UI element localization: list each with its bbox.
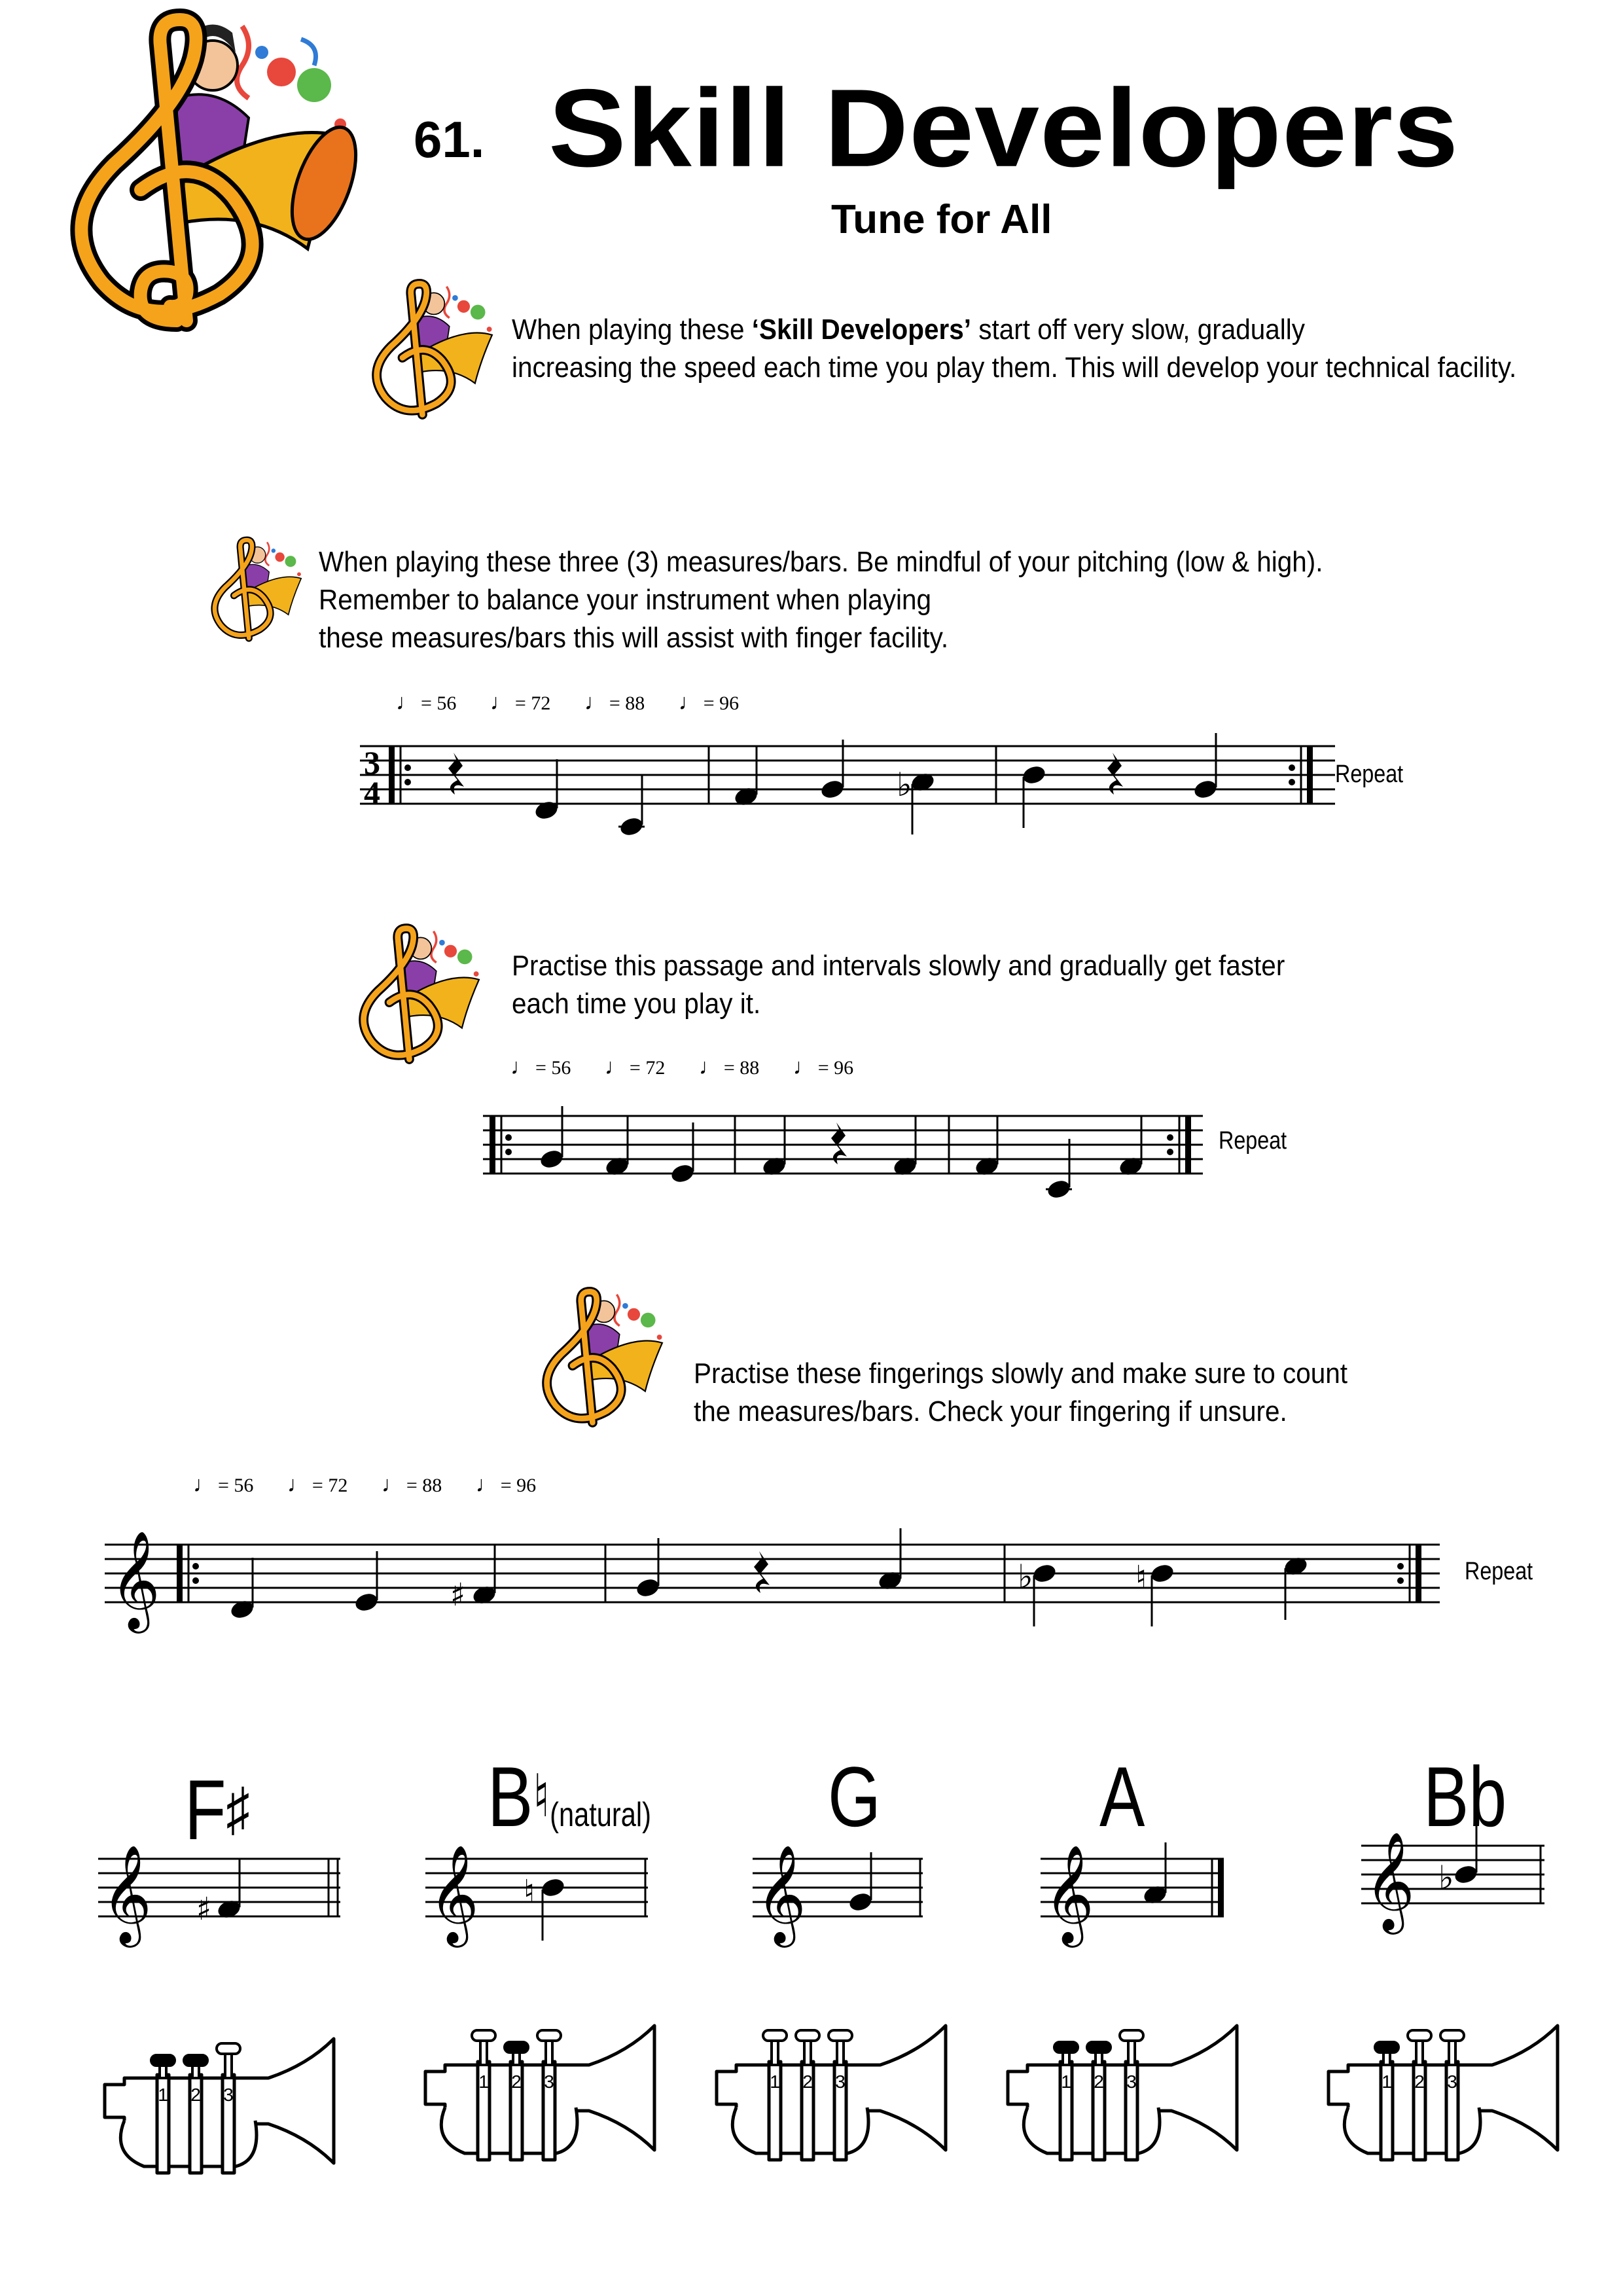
page-title: Skill Developers <box>548 65 1459 190</box>
note <box>1021 764 1047 786</box>
trumpet-fingering-diagram <box>710 2022 959 2173</box>
svg-text:♭: ♭ <box>897 766 912 804</box>
exercise-number: 61. <box>414 111 485 168</box>
valve-number: 2 <box>1414 2072 1425 2092</box>
svg-text:♭: ♭ <box>1018 1558 1033 1596</box>
svg-text:𝄞: 𝄞 <box>1364 1831 1415 1930</box>
valve-pressed <box>1375 2042 1399 2053</box>
valve-number: 2 <box>802 2072 813 2092</box>
tempo-marking: ♩ = 56 <box>396 691 457 715</box>
note <box>539 1148 565 1170</box>
trumpet-fingering-diagram <box>98 2036 347 2186</box>
valve-number: 1 <box>1061 2072 1071 2092</box>
valve-number: 3 <box>544 2072 554 2092</box>
treble-clef-trumpet-icon <box>370 278 501 429</box>
treble-clef-trumpet-icon <box>540 1286 671 1437</box>
tempo-marking: ♩ = 72 <box>490 691 551 715</box>
treble-clef-trumpet-logo-large <box>65 13 366 347</box>
valve-open <box>537 2030 561 2041</box>
valve-number: 3 <box>1126 2072 1137 2092</box>
svg-text:𝄞: 𝄞 <box>756 1844 806 1943</box>
svg-text:𝄞: 𝄞 <box>101 1844 152 1943</box>
repeat-label: Repeat <box>1465 1558 1533 1585</box>
quarter-rest <box>754 1551 770 1593</box>
svg-text:𝄞: 𝄞 <box>429 1844 479 1943</box>
trumpet-fingering-diagram <box>419 2022 668 2173</box>
valve-pressed <box>505 2042 528 2053</box>
valve-open <box>472 2030 495 2041</box>
exercise3-tempo-markings <box>193 1473 565 1498</box>
valve-pressed <box>151 2055 175 2066</box>
valve-number: 1 <box>158 2085 168 2105</box>
intro-text: When playing these ‘Skill Developers’ start off very slow, gradually increasing the speed each time you play them. This will develop your technical facility. <box>512 314 1517 384</box>
treble-clef-trumpet-icon <box>209 537 308 648</box>
note-label-b-flat: Bb <box>1423 1749 1507 1844</box>
staff-g <box>753 1833 936 1990</box>
tempo-marking: ♩ = 96 <box>475 1473 537 1497</box>
valve-pressed <box>1054 2042 1078 2053</box>
svg-text:♮: ♮ <box>1135 1559 1147 1596</box>
valve-number: 2 <box>511 2072 522 2092</box>
tempo-marking: ♩ = 96 <box>678 691 740 715</box>
svg-text:♭: ♭ <box>1438 1859 1454 1897</box>
exercise1-staff <box>360 733 1342 864</box>
staff-f-sharp <box>98 1833 347 1990</box>
valve-open <box>1120 2030 1143 2041</box>
staff-b-flat <box>1361 1820 1558 1977</box>
exercise2-staff <box>483 1103 1216 1221</box>
note <box>1149 1562 1175 1585</box>
valve-pressed <box>1087 2042 1111 2053</box>
trumpet-fingering-diagram <box>1001 2022 1250 2173</box>
valve-number: 2 <box>190 2085 201 2105</box>
valve-number: 3 <box>1447 2072 1457 2092</box>
note <box>533 799 560 821</box>
valve-number: 1 <box>478 2072 489 2092</box>
valve-number: 1 <box>1382 2072 1392 2092</box>
note <box>819 778 846 800</box>
valve-open <box>1440 2030 1464 2041</box>
exercise1-instructions: When playing these three (3) measures/bars. Be mindful of your pitching (low & high). Remember to balance your instrument when playing these measures/bars this will assist with finger facility. <box>319 546 1323 654</box>
tempo-marking: ♩ = 88 <box>698 1055 760 1079</box>
exercise3-staff <box>105 1518 1453 1676</box>
note <box>1192 778 1219 800</box>
tempo-marking: ♩ = 96 <box>793 1055 854 1079</box>
valve-open <box>217 2043 240 2054</box>
treble-clef: 𝄞 <box>110 1530 160 1629</box>
svg-text:♯: ♯ <box>450 1577 466 1613</box>
tempo-marking: ♩ = 72 <box>287 1473 348 1497</box>
note-label-f-sharp: F♯ <box>185 1762 250 1857</box>
quarter-rest <box>1107 753 1123 795</box>
quarter-rest <box>448 753 464 795</box>
exercise2-tempo-markings <box>510 1055 882 1080</box>
repeat-label: Repeat <box>1335 761 1404 788</box>
valve-open <box>796 2030 819 2041</box>
svg-text:♮: ♮ <box>524 1873 535 1910</box>
staff-b-natural <box>425 1833 661 1990</box>
treble-clef-trumpet-icon <box>357 923 488 1073</box>
valve-number: 3 <box>223 2085 234 2105</box>
tempo-marking: ♩ = 56 <box>193 1473 254 1497</box>
svg-text:♯: ♯ <box>196 1891 212 1928</box>
note <box>669 1162 696 1185</box>
time-signature: 3 <box>364 744 380 781</box>
valve-open <box>763 2030 787 2041</box>
valve-number: 1 <box>770 2072 780 2092</box>
note-label-b-natural: B♮(natural) <box>488 1749 652 1844</box>
valve-pressed <box>184 2055 207 2066</box>
tempo-marking: ♩ = 72 <box>604 1055 666 1079</box>
tempo-marking: ♩ = 88 <box>584 691 645 715</box>
note-label-g: G <box>828 1749 881 1844</box>
note-label-a: A <box>1099 1749 1145 1844</box>
valve-open <box>829 2030 852 2041</box>
note <box>1031 1562 1058 1585</box>
note <box>635 1577 661 1599</box>
exercise3-instructions: Practise these fingerings slowly and make sure to count the measures/bars. Check your fingering if unsure. <box>694 1357 1348 1427</box>
staff-a <box>1041 1833 1237 1990</box>
svg-text:𝄞: 𝄞 <box>1044 1844 1094 1943</box>
quarter-rest <box>831 1122 847 1164</box>
page-subtitle: Tune for All <box>831 197 1052 242</box>
repeat-label: Repeat <box>1219 1127 1287 1155</box>
note <box>353 1591 380 1613</box>
tempo-marking: ♩ = 88 <box>381 1473 442 1497</box>
valve-number: 2 <box>1094 2072 1104 2092</box>
valve-open <box>1408 2030 1431 2041</box>
tempo-marking: ♩ = 56 <box>510 1055 571 1079</box>
trumpet-fingering-diagram <box>1322 2022 1571 2173</box>
svg-text:4: 4 <box>364 774 380 811</box>
exercise1-tempo-markings <box>396 691 768 715</box>
valve-number: 3 <box>835 2072 846 2092</box>
exercise2-instructions: Practise this passage and intervals slowly and gradually get faster each time you play it. <box>512 950 1285 1020</box>
